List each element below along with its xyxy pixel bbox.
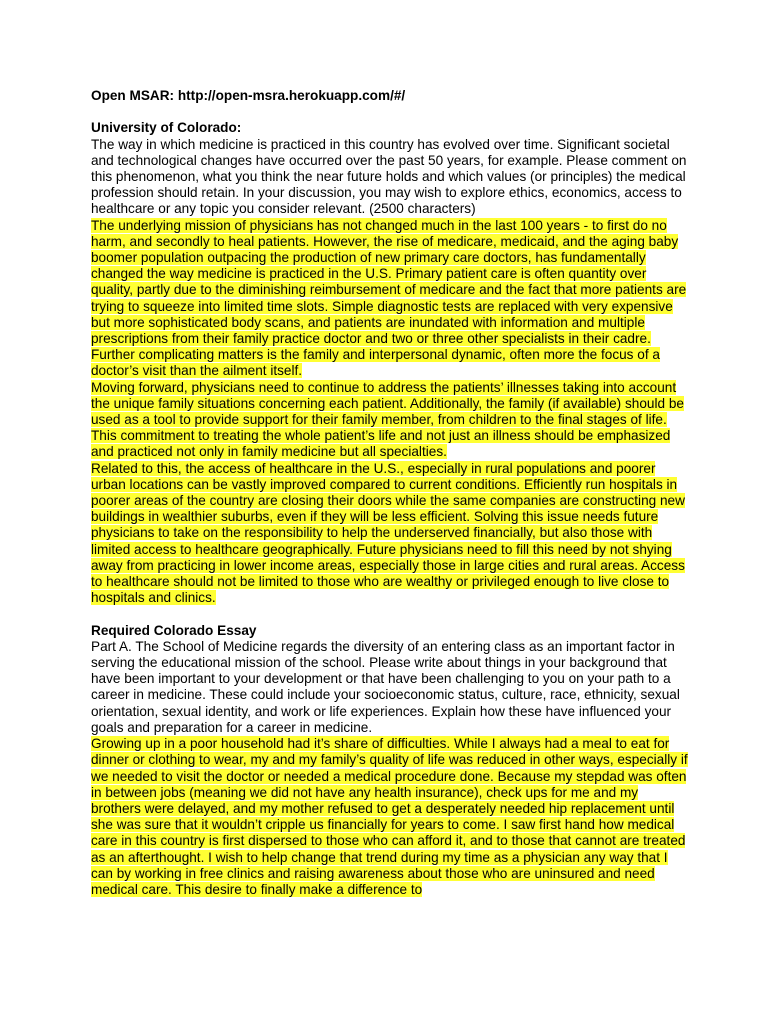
- spacer: [91, 606, 691, 622]
- essay-prompt-2: Part A. The School of Medicine regards the diversity of an entering class as an important factor in serving the educational mission of the school. Please write about things in your background that have been important to your development or that have been challenging to you on your path to a career in medicine. These could include your socioeconomic status, culture, race, ethnicity, sexual orientation, sexual identity, and work or life experiences. Explain how these have influenced your goals and preparation for a career in medicine.: [91, 638, 680, 735]
- highlighted-text: The underlying mission of physicians has not changed much in the last 100 years - to first do no harm, and secondly to heal patients. However, the rise of medicare, medicaid, and the aging baby boomer population outpacing the production of new primary care doctors, has fundamentally changed the way medicine is practiced in the U.S. Primary patient care is often quantity over quality, partly due to the diminishing reimbursement of medicare and the fact that more patients are trying to squeeze into limited time slots. Simple diagnostic tests are replaced with very expensive but more sophisticated body scans, and patients are inundated with information and multiple prescriptions from their family practice doctor and two or three other specialists in their cadre. Further complicating matters is the family and interpersonal dynamic, often more the focus of a doctor’s visit than the ailment itself.: [91, 217, 687, 379]
- highlighted-text: Moving forward, physicians need to continue to address the patients’ illnesses taking into account the unique family situations concerning each patient. Additionally, the family (if available) should be used as a tool to provide support for their family member, from children to the final stages of life. This commitment to treating the whole patient’s life and not just an illness should be emphasized and practiced not only in family medicine but all specialties.: [91, 379, 684, 460]
- document-page: [91, 88, 691, 898]
- highlighted-text: Related to this, the access of healthcare in the U.S., especially in rural populations and poorer urban locations can be vastly improved compared to current conditions. Efficiently run hospitals in poorer areas of the country are closing their doors while the same companies are constructing new buildings in wealthier suburbs, even if they will be less efficient. Solving this issue needs future physicians to take on the responsibility to help the underserved financially, but also those with limited access to healthcare geographically. Future physicians need to fill this need by not shying away from practicing in lower income areas, especially those in large cities and rural areas. Access to healthcare should not be limited to those who are wealthy or privileged enough to live close to hospitals and clinics.: [91, 460, 685, 606]
- section-title-required-colorado-essay: Required Colorado Essay: [91, 622, 257, 638]
- msar-link-heading: Open MSAR: http://open-msra.herokuapp.com/#/: [91, 88, 406, 103]
- answer-paragraph-1: [91, 218, 691, 380]
- answer-paragraph-4: [91, 736, 691, 898]
- section-title-university-of-colorado: University of Colorado:: [91, 120, 242, 136]
- essay-prompt-1: The way in which medicine is practiced in this country has evolved over time. Significant societal and technological changes have occurred over the past 50 years, for example. Please comment on this phenomenon, what you think the near future holds and which values (or principles) the medical profession should retain. In your discussion, you may wish to explore ethics, economics, access to healthcare or any topic you consider relevant. (2500 characters): [91, 136, 687, 217]
- answer-paragraph-2: [91, 380, 691, 461]
- answer-paragraph-3: [91, 461, 691, 607]
- highlighted-text: Growing up in a poor household had it’s share of difficulties. While I always had a meal to eat for dinner or clothing to wear, my and my family’s quality of life was reduced in other ways, especially if we needed to visit the doctor or needed a medical procedure done. Because my stepdad was often in between jobs (meaning we did not have any health insurance), check ups for me and my brothers were delayed, and my mother refused to get a desperately needed hip replacement until she was sure that it wouldn’t cripple us financially for years to come. I saw first hand how medical care in this country is first dispersed to those who can afford it, and to those that cannot are treated as an afterthought. I wish to help change that trend during my time as a physician any way that I can by working in free clinics and raising awareness about those who are uninsured and need medical care. This desire to finally make a difference to: [91, 736, 688, 897]
- spacer: [91, 104, 691, 120]
